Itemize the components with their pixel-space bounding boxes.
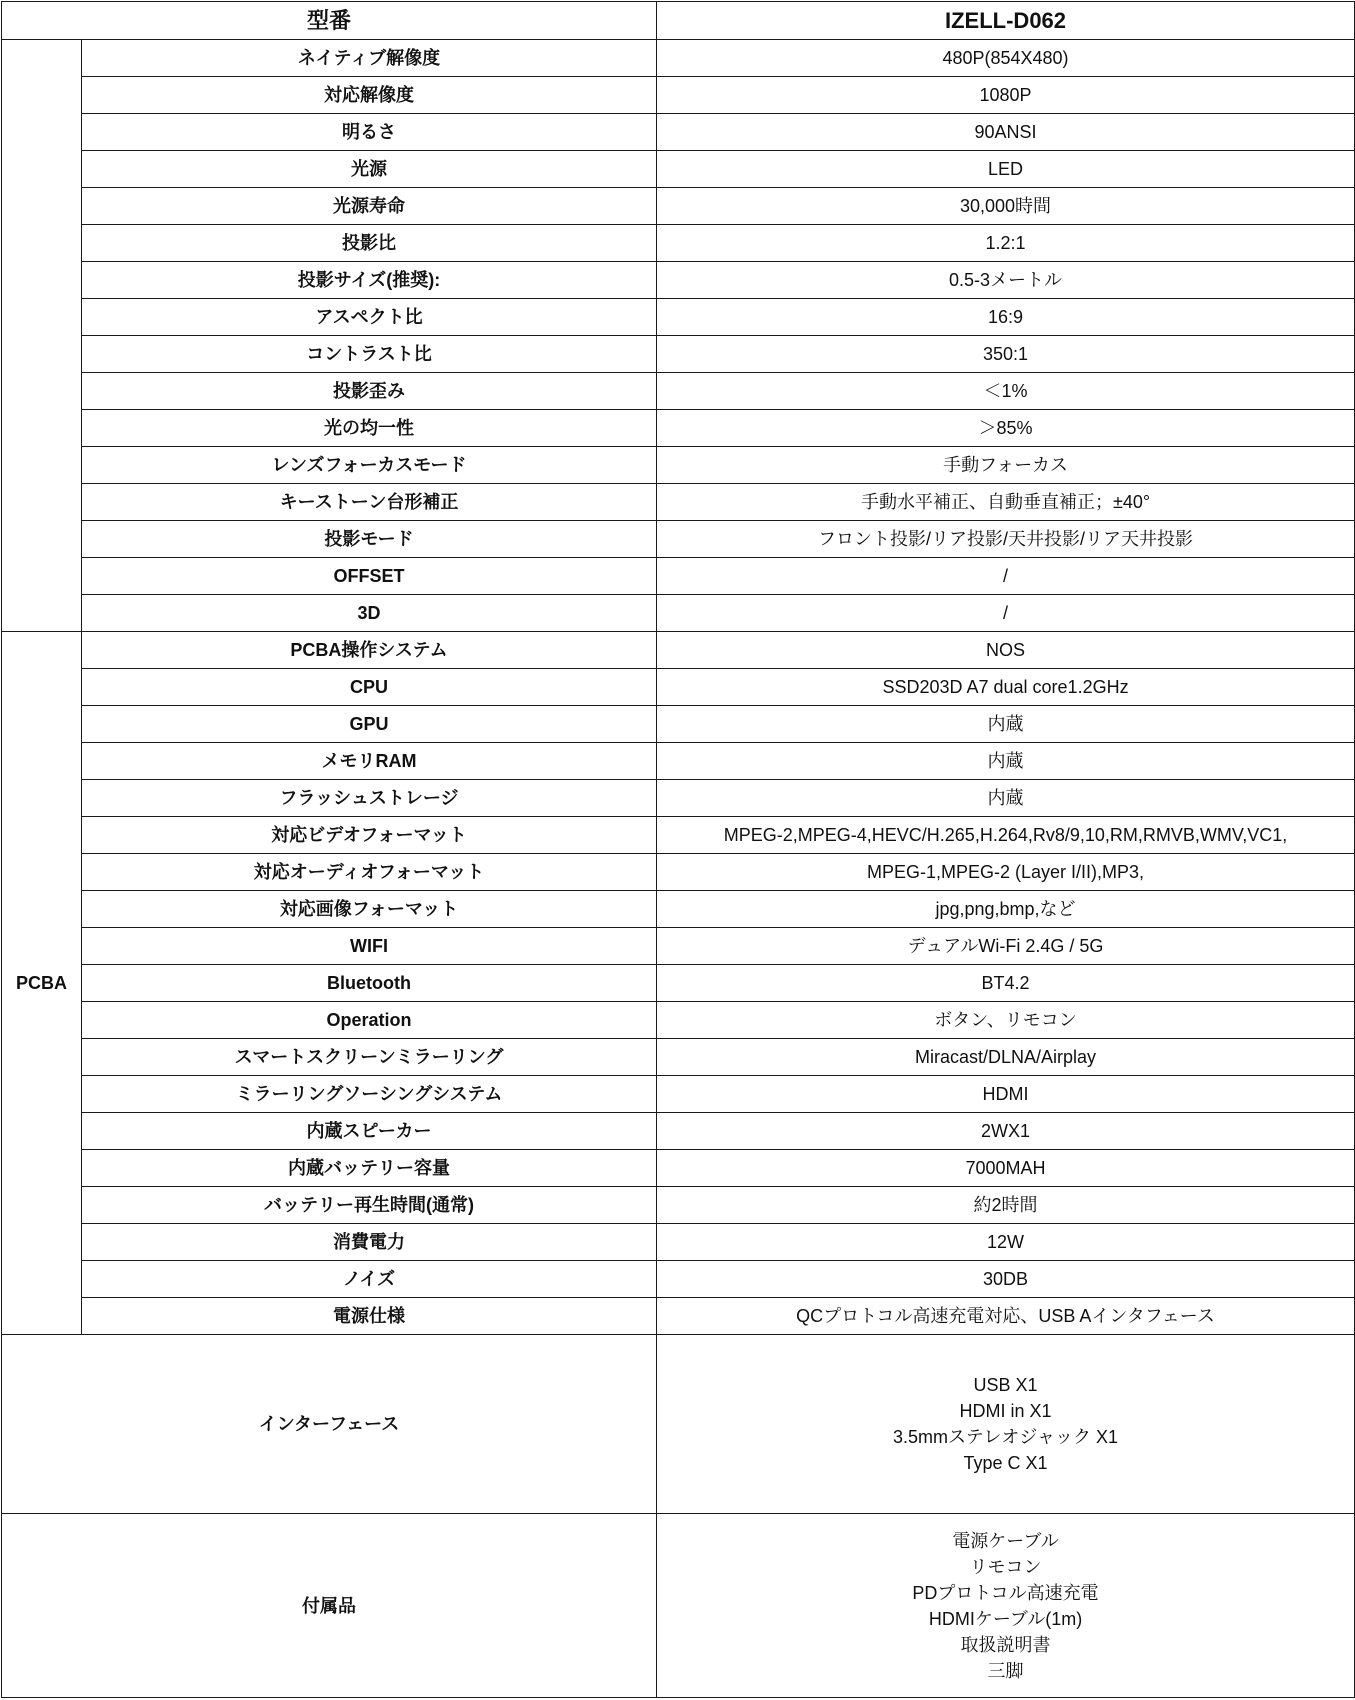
spec-label: レンズフォーカスモード — [82, 447, 657, 484]
accessories-row-item: 三脚 — [987, 1660, 1024, 1681]
spec-label: 電源仕様 — [82, 1298, 657, 1335]
spec-value: 2WX1 — [657, 1113, 1355, 1150]
spec-label: 光源寿命 — [82, 188, 657, 225]
spec-row — [2, 447, 1355, 484]
spec-value: 0.5-3メートル — [657, 262, 1355, 299]
accessories-row — [2, 1514, 1355, 1698]
group-label-pcba: PCBA — [2, 632, 82, 1335]
spec-row — [2, 77, 1355, 114]
spec-row — [2, 262, 1355, 299]
spec-label: GPU — [82, 706, 657, 743]
spec-label: 3D — [82, 595, 657, 632]
spec-label: 消費電力 — [82, 1224, 657, 1261]
interface-row-values — [657, 1335, 1355, 1514]
spec-value: / — [657, 558, 1355, 595]
spec-row — [2, 669, 1355, 706]
spec-row — [2, 632, 1355, 669]
spec-value: 16:9 — [657, 299, 1355, 336]
spec-value: デュアルWi-Fi 2.4G / 5G — [657, 928, 1355, 965]
spec-label: 対応画像フォーマット — [82, 891, 657, 928]
spec-row — [2, 706, 1355, 743]
spec-label: メモリRAM — [82, 743, 657, 780]
spec-value: 12W — [657, 1224, 1355, 1261]
spec-label: 内蔵スピーカー — [82, 1113, 657, 1150]
spec-label: 光源 — [82, 151, 657, 188]
spec-label: OFFSET — [82, 558, 657, 595]
spec-row — [2, 225, 1355, 262]
spec-value: MPEG-2,MPEG-4,HEVC/H.265,H.264,Rv8/9,10,RM,RMVB,WMV,VC1, — [657, 817, 1355, 854]
spec-value: 350:1 — [657, 336, 1355, 373]
spec-label: 投影サイズ(推奨): — [82, 262, 657, 299]
spec-value: SSD203D A7 dual core1.2GHz — [657, 669, 1355, 706]
spec-label: ネイティブ解像度 — [82, 40, 657, 77]
spec-label: 内蔵バッテリー容量 — [82, 1150, 657, 1187]
spec-value: LED — [657, 151, 1355, 188]
spec-label: キーストーン台形補正 — [82, 484, 657, 521]
spec-value: 約2時間 — [657, 1187, 1355, 1224]
spec-label: Bluetooth — [82, 965, 657, 1002]
spec-value: 90ANSI — [657, 114, 1355, 151]
spec-value: HDMI — [657, 1076, 1355, 1113]
spec-value: 30DB — [657, 1261, 1355, 1298]
header-row — [2, 2, 1355, 40]
spec-row — [2, 410, 1355, 447]
spec-row — [2, 114, 1355, 151]
spec-row — [2, 373, 1355, 410]
spec-row — [2, 1076, 1355, 1113]
spec-row — [2, 1298, 1355, 1335]
spec-row — [2, 151, 1355, 188]
spec-label: PCBA操作システム — [82, 632, 657, 669]
spec-row — [2, 299, 1355, 336]
spec-label: ミラーリングソーシングシステム — [82, 1076, 657, 1113]
spec-label: 対応ビデオフォーマット — [82, 817, 657, 854]
spec-value: 手動フォーカス — [657, 447, 1355, 484]
spec-row — [2, 928, 1355, 965]
spec-row — [2, 1187, 1355, 1224]
spec-value: 1.2:1 — [657, 225, 1355, 262]
spec-label: 対応解像度 — [82, 77, 657, 114]
accessories-row-item: 取扱説明書 — [960, 1634, 1051, 1655]
spec-label: 対応オーディオフォーマット — [82, 854, 657, 891]
interface-row-label: インターフェース — [2, 1335, 657, 1514]
spec-value: 内蔵 — [657, 743, 1355, 780]
spec-value: 1080P — [657, 77, 1355, 114]
spec-label: フラッシュストレージ — [82, 780, 657, 817]
spec-value: 30,000時間 — [657, 188, 1355, 225]
spec-row — [2, 1224, 1355, 1261]
spec-value: 480P(854X480) — [657, 40, 1355, 77]
spec-row — [2, 780, 1355, 817]
spec-label: 投影モード — [82, 521, 657, 558]
interface-row-item: USB X1 — [973, 1375, 1038, 1395]
spec-label: WIFI — [82, 928, 657, 965]
spec-label: 光の均一性 — [82, 410, 657, 447]
spec-row — [2, 1150, 1355, 1187]
spec-label: 投影比 — [82, 225, 657, 262]
spec-row — [2, 484, 1355, 521]
spec-row — [2, 1039, 1355, 1076]
spec-value: ＜1% — [657, 373, 1355, 410]
accessories-row-item: HDMIケーブル(1m) — [928, 1608, 1083, 1629]
spec-row — [2, 743, 1355, 780]
spec-label: 明るさ — [82, 114, 657, 151]
spec-label: ノイズ — [82, 1261, 657, 1298]
spec-label: スマートスクリーンミラーリング — [82, 1039, 657, 1076]
spec-row — [2, 965, 1355, 1002]
spec-value: jpg,png,bmp,など — [657, 891, 1355, 928]
group-label-display — [2, 40, 82, 632]
spec-table-body — [2, 2, 1355, 1698]
model-header-value: IZELL-D062 — [657, 2, 1355, 40]
spec-row — [2, 336, 1355, 373]
spec-label: アスペクト比 — [82, 299, 657, 336]
spec-value: ＞85% — [657, 410, 1355, 447]
spec-value: / — [657, 595, 1355, 632]
spec-row — [2, 595, 1355, 632]
spec-label: CPU — [82, 669, 657, 706]
spec-value: NOS — [657, 632, 1355, 669]
spec-row — [2, 891, 1355, 928]
interface-row-item: HDMI in X1 — [959, 1401, 1052, 1421]
spec-label: コントラスト比 — [82, 336, 657, 373]
spec-row — [2, 521, 1355, 558]
spec-value: フロント投影/リア投影/天井投影/リア天井投影 — [657, 521, 1355, 558]
accessories-row-label: 付属品 — [2, 1514, 657, 1698]
spec-row — [2, 1002, 1355, 1039]
spec-value: BT4.2 — [657, 965, 1355, 1002]
spec-label: バッテリー再生時間(通常) — [82, 1187, 657, 1224]
spec-label: 投影歪み — [82, 373, 657, 410]
interface-row-item: 3.5mmステレオジャック X1 — [893, 1427, 1118, 1447]
accessories-row-item: 電源ケーブル — [952, 1530, 1059, 1551]
spec-value: ボタン、リモコン — [657, 1002, 1355, 1039]
spec-row — [2, 854, 1355, 891]
spec-row — [2, 40, 1355, 77]
interface-row-item: Type C X1 — [963, 1453, 1048, 1473]
accessories-row-item: PDプロトコル高速充電 — [912, 1582, 1099, 1603]
spec-value: MPEG-1,MPEG-2 (Layer I/II),MP3, — [657, 854, 1355, 891]
interface-row — [2, 1335, 1355, 1514]
spec-table — [1, 1, 1355, 1698]
spec-value: 7000MAH — [657, 1150, 1355, 1187]
spec-value: Miracast/DLNA/Airplay — [657, 1039, 1355, 1076]
spec-label: Operation — [82, 1002, 657, 1039]
accessories-row-item: リモコン — [969, 1556, 1042, 1577]
model-header-label: 型番 — [2, 2, 657, 40]
spec-value: 手動水平補正、自動垂直補正；±40° — [657, 484, 1355, 521]
spec-row — [2, 817, 1355, 854]
spec-value: QCプロトコル高速充電対応、USB Aインタフェース — [657, 1298, 1355, 1335]
accessories-row-values — [657, 1514, 1355, 1698]
spec-value: 内蔵 — [657, 780, 1355, 817]
spec-row — [2, 1113, 1355, 1150]
spec-row — [2, 1261, 1355, 1298]
spec-row — [2, 558, 1355, 595]
spec-row — [2, 188, 1355, 225]
spec-value: 内蔵 — [657, 706, 1355, 743]
